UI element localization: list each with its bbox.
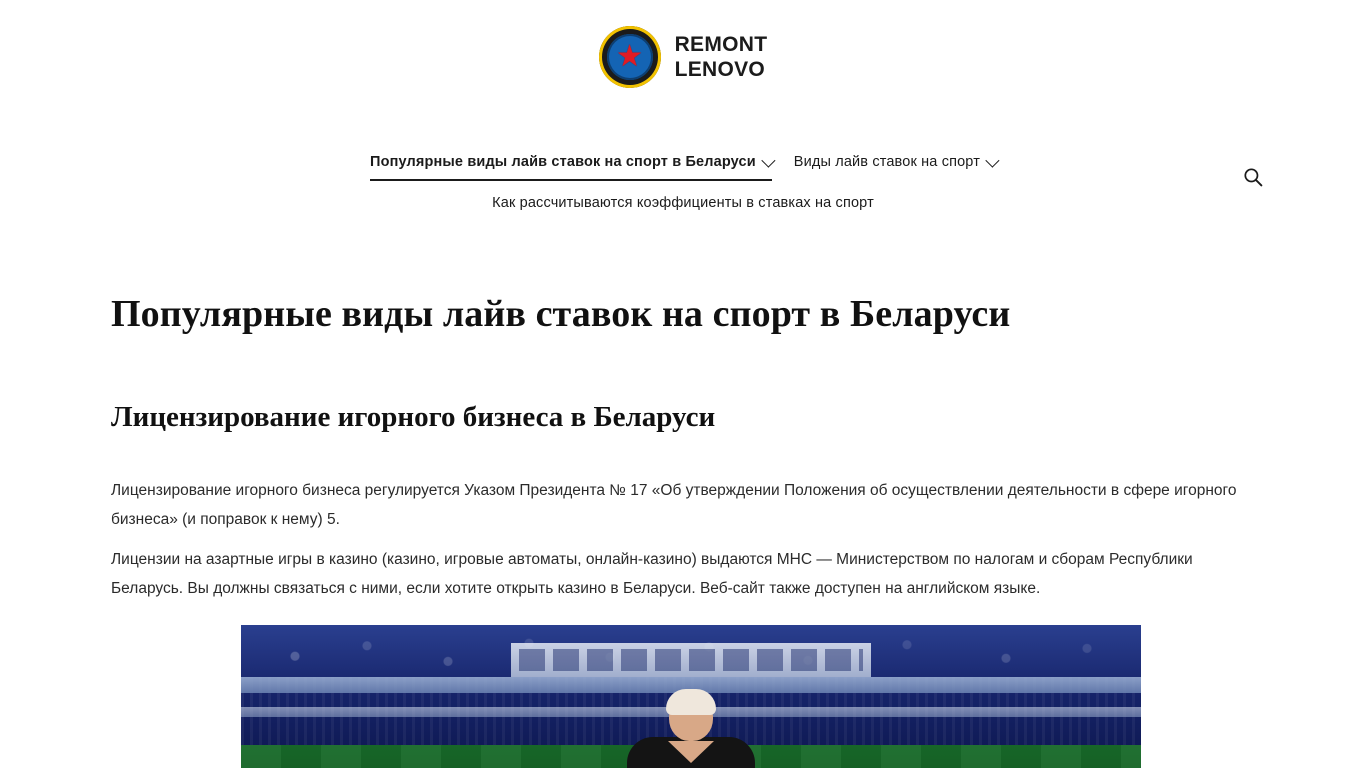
- page-title: Популярные виды лайв ставок на спорт в Беларуси: [111, 293, 1011, 335]
- section-heading-licensing: Лицензирование игорного бизнеса в Беларуси: [111, 401, 716, 433]
- chevron-down-icon: [761, 154, 775, 168]
- advertising-board: [511, 643, 871, 677]
- primary-navigation: [0, 150, 1366, 213]
- star-emblem-icon: [599, 26, 661, 88]
- nav-item-populyarnye-vidy[interactable]: [370, 150, 772, 181]
- nav-item-label: Как рассчитываются коэффициенты в ставках на спорт: [492, 195, 874, 211]
- brand-title-line2: LENOVO: [674, 58, 766, 81]
- brand-title-line1: REMONT: [674, 33, 768, 56]
- article-content: [111, 213, 1255, 768]
- article-photo: [241, 625, 1141, 768]
- search-icon[interactable]: [1240, 164, 1266, 190]
- brand-title: [675, 32, 768, 82]
- nav-row-top: [370, 150, 996, 181]
- site-logo-link[interactable]: [599, 26, 768, 88]
- logo-star-glyph: ★: [616, 40, 644, 73]
- nav-item-label: Виды лайв ставок на спорт: [793, 154, 980, 170]
- chevron-down-icon: [985, 154, 999, 168]
- person-foreground: [616, 693, 766, 768]
- nav-item-koefficienty[interactable]: [492, 191, 874, 213]
- nav-item-vidy-layv-stavok[interactable]: [794, 150, 996, 179]
- paragraph-1: Лицензирование игорного бизнеса регулируется Указом Президента № 17 «Об утверждении Положения об осуществлении деятельности в сфере игорного бизнеса» (и поправок к нему) 5.: [111, 482, 1237, 528]
- paragraph-2: Лицензии на азартные игры в казино (казино, игровые автоматы, онлайн-казино) выдаются МНС — Министерством по налогам и сборам Республики Беларусь. Вы должны связаться с ними, если хотите открыть казино в Беларуси. Веб-сайт также доступен на английском языке.: [111, 551, 1193, 597]
- nav-row-bottom: [492, 191, 874, 213]
- site-header: [0, 0, 1366, 213]
- nav-item-label: Популярные виды лайв ставок на спорт в Беларуси: [370, 154, 756, 170]
